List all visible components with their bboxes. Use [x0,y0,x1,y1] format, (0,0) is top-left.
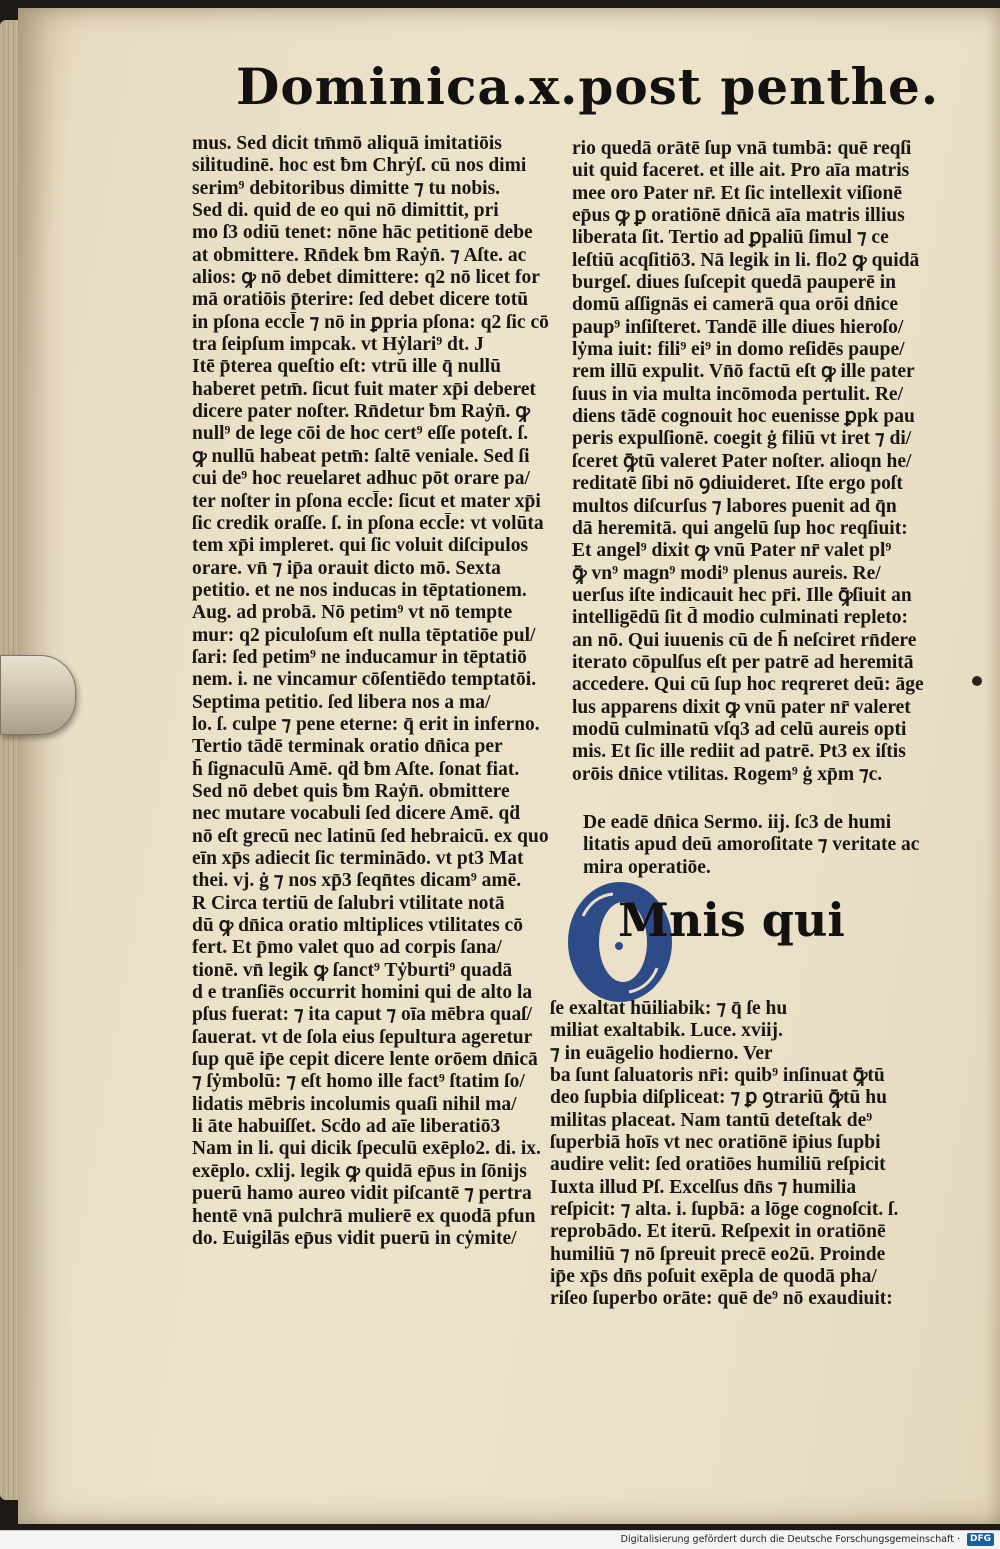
text-line: Aug. ad probā. Nō petim⁹ vt nō tempte [192,602,513,624]
text-line: Itē p̄terea queſtio eſt: vtrū ille q̄ nullū [192,356,501,378]
dfg-logo: DFG [967,1533,994,1546]
clasp-pin [972,676,982,686]
text-line: tra ſeipſum impcak. vt Hẏlari⁹ dt. J [192,334,484,356]
text-line: domū aſſignās ei camerā qua orōi dn̄ice [572,294,899,316]
text-line: ba ſunt ſaluatoris nr̄i: quib⁹ inſinuat ꝙ̄tū [550,1065,885,1087]
text-line: dā heremitā. qui angelū ſup hoc reqſiuit: [572,517,908,539]
text-line: tem xp̄i impleret. qui ſic voluit diſcipulos [192,535,529,557]
text-line: militas placeat. Nam tantū deteſtak de⁹ [550,1109,873,1131]
text-line: Iuxta illud Pſ. Excelſus dn̄s ⁊ humilia [550,1176,857,1198]
text-line: d e tranſiēs occurrit homini qui de alto la [192,982,533,1004]
text-line: dū ꝙ dn̄ica oratio mltiplices vtilitates cō [192,915,523,937]
text-line: R Circa tertiū de ſalubri vtilitate notā [192,892,505,914]
text-line: ſceret ꝙ̄tū valeret Pater noſter. alioqn he/ [572,450,912,472]
text-line: paup⁹ inſiſteret. Tandē ille diues hieroſo/ [572,316,904,338]
text-line: cui de⁹ hoc reuelaret adhuc pōt orare pa/ [192,468,530,490]
text-line: burgeſ. diues ſuſcepit quedā pauperē in [572,272,896,294]
digitization-footer [0,1530,1000,1549]
text-line: accedere. Qui cū ſup hoc reqreret deū: āge [572,674,924,696]
text-line: fert. Et p̄mo valet quo ad corpis ſana/ [192,937,502,959]
text-line: diens tādē cognouit hoc euenisse ꝑpk pau [572,406,915,428]
text-line: Et angel⁹ dixit ꝙ vnū Pater nr̄ valet pl⁹ [572,540,892,562]
text-line: do. Euigilās ep̄us vidit puerū in cẏmite/ [192,1227,517,1249]
text-line: litatis apud deū amoroſitate ⁊ veritate ac [583,834,920,856]
text-line: petitio. et ne nos inducas in tēptationem. [192,579,527,601]
text-line: iterato cōpulſus eſt per patrē ad heremitā [572,651,914,673]
text-line: li āte habuiſſet. Scḋo ad aīe liberatiō3 [192,1116,501,1138]
text-line: alios: ꝙ nō debet dimittere: q2 nō licet for [192,267,540,289]
opening-words [618,890,928,950]
sermon-heading [583,812,923,879]
text-line: mā oratiōis p̄terire: ſed debet dicere totū [192,289,529,311]
text-line: deo ſupbia diſpliceat: ⁊ ꝑ ꝯtrariū ꝙ̄tū hu [550,1087,887,1109]
text-line: multos diſcurſus ⁊ labores puenit ad q̄n [572,495,897,517]
opening-rest: Mnis qui [618,893,845,947]
text-line: reprobādo. Et iterū. Reſpexit in oratiōnē [550,1221,886,1243]
text-line: lidatis mēbris incolumis quaſi nihil ma/ [192,1093,517,1115]
text-line: ter noſter in pſona eccl̄e: ſicut et mater xp̄i [192,490,541,512]
text-line: Tertio tādē terminak oratio dn̄ica per [192,736,503,758]
text-line: an nō. Qui iuuenis cū de h̄ neſciret rn̄dere [572,629,917,651]
text-line: De eadē dn̄ica Sermo. iij. ſc3 de humi [583,812,892,833]
text-line: exēplo. cxlij. legik ꝙ quidā ep̄us in ſōnijs [192,1160,527,1182]
text-line: null⁹ de lege cōi de hoc cert⁹ eſſe poteſt. ſ. [192,423,529,445]
text-line: nem. i. ne vincamur cōſentiēdo temptatōi. [192,669,537,691]
text-line: serim⁹ debitoribus dimitte ⁊ tu nobis. [192,177,501,199]
left-column [192,133,552,1250]
text-line: orōis dn̄ice vtilitas. Rogem⁹ ġ xp̄m ⁊c. [572,763,883,785]
text-line: Sed di. quid de eo qui nō dimittit, pri [192,200,499,222]
text-line: dicere pater noſter. Rn̄detur ƀm Raẏn̄. ꝙ [192,401,530,423]
text-line: ſic credik oraſſe. ſ. in pſona eccl̄e: vt volūta [192,512,544,534]
running-head: Dominica.x.post penthe. [236,57,940,116]
text-line: haberet petm̄. ſicut fuit mater xp̄i deberet [192,378,536,400]
text-line: miliat exaltabik. Luce. xviij. [550,1020,783,1042]
text-line: ſuperbiā hoīs vt nec oratiōnē ip̄ius ſupbi [550,1132,881,1154]
text-line: thei. vj. ġ ⁊ nos xp̄3 ſeqn̄tes dicam⁹ amē. [192,870,522,892]
text-line: mis. Et ſic ille rediit ad patrē. Pt3 ex iſtis [572,741,906,763]
text-line: lo. ſ. culpe ⁊ pene eterne: q̄ erit in inferno. [192,713,540,735]
text-line: leſtiū acqſitiō3. Nā legik in li. flo2 ꝙ quidā [572,249,920,271]
text-line: ſari: ſed petim⁹ ne inducamur in tēptatiō [192,646,527,668]
text-line: ep̄us ꝙ ꝑ oratiōnē dn̄icā aīa matris illius [572,205,905,227]
text-line: puerū hamo aureo vidit piſcantē ⁊ pertra [192,1183,532,1205]
text-line: ⁊ ſẏmbolū: ⁊ eſt homo ille fact⁹ ſtatim ſo/ [192,1071,525,1093]
text-line: nec mutare vocabuli ſed dicere Amē. qḋ [192,803,521,825]
text-line: nō eſt grecū nec latinū ſed hebraicū. ex quo [192,825,549,847]
right-column-bottom [550,998,905,1311]
text-line: mus. Sed dicit tm̄mō aliquā imitatiōis [192,133,502,154]
text-line: rem illū expulit. Vn̄ō factū eſt ꝙ ille pater [572,361,915,383]
text-line: ſuus in via multa incōmoda pertulit. Re/ [572,383,903,405]
text-line: eīn xp̄s adiecit ſic terminādo. vt pt3 Mat [192,848,524,869]
funding-credit: Digitalisierung gefördert durch die Deutsche Forschungsgemeinschaft · [620,1534,960,1545]
text-line: in pſona eccl̄e ⁊ nō in ꝑpria pſona: q2 ſic cō [192,311,549,333]
text-line: Sed nō debet quis ƀm Raẏn̄. obmittere [192,780,510,802]
text-line: reditatē ſibi nō ꝯdiuideret. Iſte ergo poſt [572,473,903,495]
text-line: Septima petitio. ſed libera nos a ma/ [192,691,491,713]
text-line: reſpicit: ⁊ alta. i. ſupbā: a lōge cognoſcit. ſ. [550,1199,899,1221]
text-line: audire velit: ſed oratiōes humiliū reſpicit [550,1154,886,1176]
text-line: ſe exaltat hūiliabik: ⁊ q̄ ſe hu [550,998,788,1019]
text-line: riſeo ſuperbo orāte: quē de⁹ nō exaudiuit: [550,1288,893,1310]
text-line: hentē vnā pulchrā mulierē ex quodā pfun [192,1205,536,1227]
text-line: ſup quē ip̄e cepit dicere lente orōem dn̄icā [192,1049,538,1071]
text-line: h̄ ſignaculū Amē. qḋ ƀm Aſte. ſonat fiat. [192,758,520,780]
text-line: siĺitudinē. hoc est ƀm Chrẏſ. cū nos dimi [192,155,527,177]
text-line: liberata ſit. Tertio ad ꝑpaliū ſimul ⁊ ce [572,227,889,249]
text-line: mira operatiōe. [583,856,711,878]
book-clasp [0,655,76,735]
text-line: uerſus iſte indicauit hec pr̄i. Ille ꝙ̄ſiuit an [572,584,912,606]
text-line: ſauerat. vt de ſola eius ſepultura ageretur [192,1026,533,1048]
text-line: pſus fuerat: ⁊ ita caput ⁊ oīa mēbra quaſ/ [192,1004,533,1026]
text-line: lẏma iuit: fili⁹ ei⁹ in domo reſidēs paupe/ [572,339,905,361]
text-line: intelligēdū ſit d̄ modio culminati repleto: [572,607,909,629]
text-line: at obmittere. Rn̄dek ƀm Raẏn̄. ⁊ Aſte. ac [192,244,527,266]
text-line: orare. vn̄ ⁊ ip̄a orauit dicto mō. Sexta [192,557,501,579]
text-line: peris expulſionē. coegit ġ filiū vt iret ⁊ di/ [572,428,912,450]
text-line: ꝙ̄ vn⁹ magn⁹ modi⁹ plenus aureis. Re/ [572,562,881,584]
text-line: rio quedā orātē ſup vnā tumbā: quē reqſi [572,138,912,159]
text-line: ꝙ nullū habeat petm̄: ſaltē veniale. Sed ſi [192,445,530,467]
text-line: tionē. vn̄ legik ꝙ ſanct⁹ Tẏburti⁹ quadā [192,959,513,981]
text-line: ⁊ in euāgelio hodierno. Ver [550,1042,773,1064]
text-line: uit quid faceret. et ille ait. Pro aīa matris [572,160,910,182]
text-line: Nam in li. qui dicik ſpeculū exēplo2. di. ix. [192,1138,541,1160]
text-line: mee oro Pater nr̄. Et ſic intellexit viſionē [572,182,902,204]
text-line: mur: q2 piculoſum eſt nulla tēptatiōe pul/ [192,624,536,646]
text-line: modū culminatū vſq3 ad celū aureis opti [572,718,907,740]
text-line: lus apparens dixit ꝙ vnū pater nr̄ valeret [572,696,911,718]
text-line: mo ſ3 odiū tenet: nōne hāc petitionē debe [192,222,533,244]
text-line: humiliū ⁊ nō ſpreuit precē eo2ū. Proinde [550,1243,886,1265]
text-line: ip̄e xp̄s dn̄s poſuit exēpla de quodā pha/ [550,1266,877,1288]
right-column-top [572,138,937,786]
